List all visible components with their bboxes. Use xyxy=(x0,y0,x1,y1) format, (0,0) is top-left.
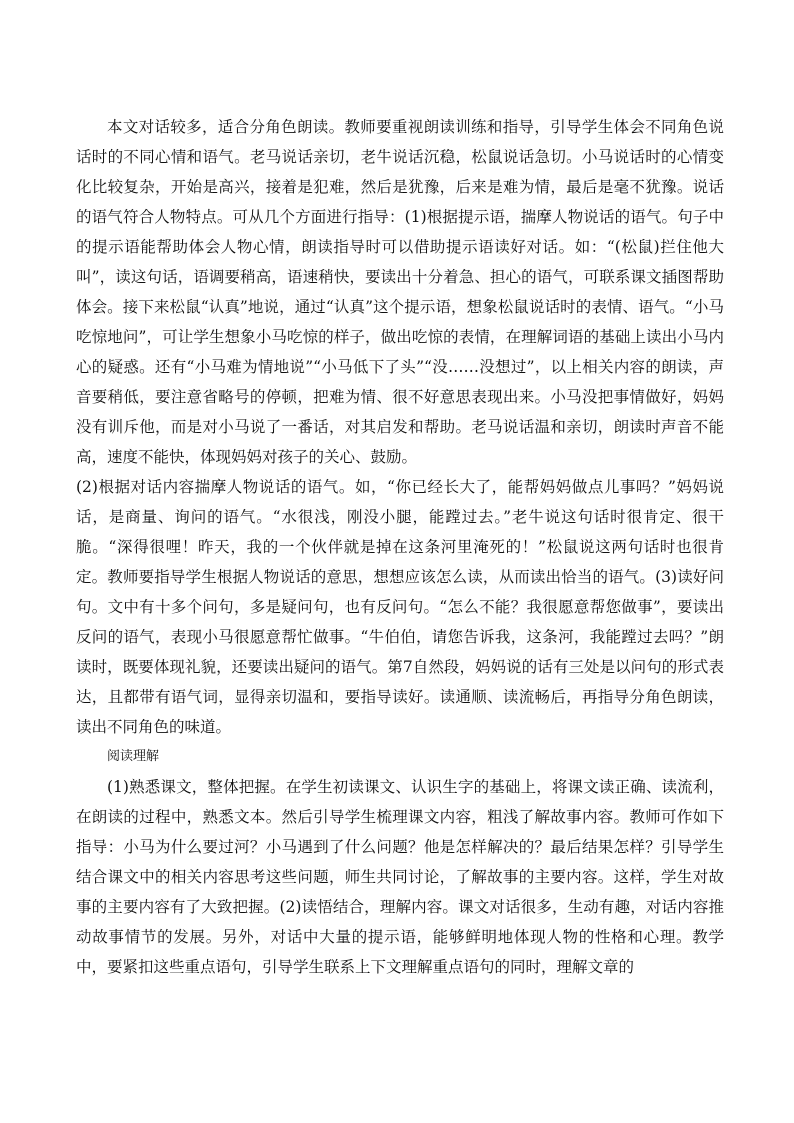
section-heading-reading-comprehension: 阅读理解 xyxy=(107,749,160,764)
document-body xyxy=(76,112,724,982)
paragraph-tone-by-content: (2)根据对话内容揣摩人物说话的语气。如，“你已经长大了，能帮妈妈做点儿事吗？”妈妈说话，是商量、询问的语气。“水很浅，刚没小腿，能蹚过去。”老牛说这句话时很肯定、很干脆。“深得很哩！昨天，我的一个伙伴就是掉在这条河里淹死的！”松鼠说这两句话时也很肯定。教师要指导学生根据人物说话的意思，想想应该怎么读，从而读出恰当的语气。(3)读好问句。文中有十多个问句，多是疑问句，也有反问句。“怎么不能？我很愿意帮您做事”，要读出反问的语气，表现小马很愿意帮忙做事。“牛伯伯，请您告诉我，这条河，我能蹚过去吗？”朗读时，既要体现礼貌，还要读出疑问的语气。第7自然段，妈妈说的话有三处是以问句的形式表达，且都带有语气词，显得亲切温和，要指导读好。读通顺、读流畅后，再指导分角色朗读，读出不同角色的味道。 xyxy=(76,478,724,736)
paragraph-comprehension: (1)熟悉课文，整体把握。在学生初读课文、认识生字的基础上，将课文读正确、读流利，在朗读的过程中，熟悉文本。然后引导学生梳理课文内容，粗浅了解故事内容。教师可作如下指导：小马为什么要过河？小马遇到了什么问题？他是怎样解决的？最后结果怎样？引导学生结合课文中的相关内容思考这些问题，师生共同讨论，了解故事的主要内容。这样，学生对故事的主要内容有了大致把握。(2)读悟结合，理解内容。课文对话很多，生动有趣，对话内容推动故事情节的发展。另外，对话中大量的提示语，能够鲜明地体现人物的性格和心理。教学中，要紧扣这些重点语句，引导学生联系上下文理解重点语句的同时，理解文章的 xyxy=(76,778,724,976)
paragraph-reading-guidance: 本文对话较多，适合分角色朗读。教师要重视朗读训练和指导，引导学生体会不同角色说话时的不同心情和语气。老马说话亲切，老牛说话沉稳，松鼠说话急切。小马说话时的心情变化比较复杂，开始是高兴，接着是犯难，然后是犹豫，后来是难为情，最后是毫不犹豫。说话的语气符合人物特点。可从几个方面进行指导：(1)根据提示语，揣摩人物说话的语气。句子中的提示语能帮助体会人物心情，朗读指导时可以借助提示语读好对话。如：“(松鼠)拦住他大叫”，读这句话，语调要稍高，语速稍快，要读出十分着急、担心的语气，可联系课文插图帮助体会。接下来松鼠“认真”地说，通过“认真”这个提示语，想象松鼠说话时的表情、语气。“小马吃惊地问”，可让学生想象小马吃惊的样子，做出吃惊的表情，在理解词语的基础上读出小马内心的疑惑。还有“小马难为情地说”“小马低下了头”“没……没想过”，以上相关内容的朗读，声音要稍低，要注意省略号的停顿，把难为情、很不好意思表现出来。小马没把事情做好，妈妈没有训斥他，而是对小马说了一番话，对其启发和帮助。老马说话温和亲切，朗读时声音不能高，速度不能快，体现妈妈对孩子的关心、鼓励。 xyxy=(76,118,724,466)
